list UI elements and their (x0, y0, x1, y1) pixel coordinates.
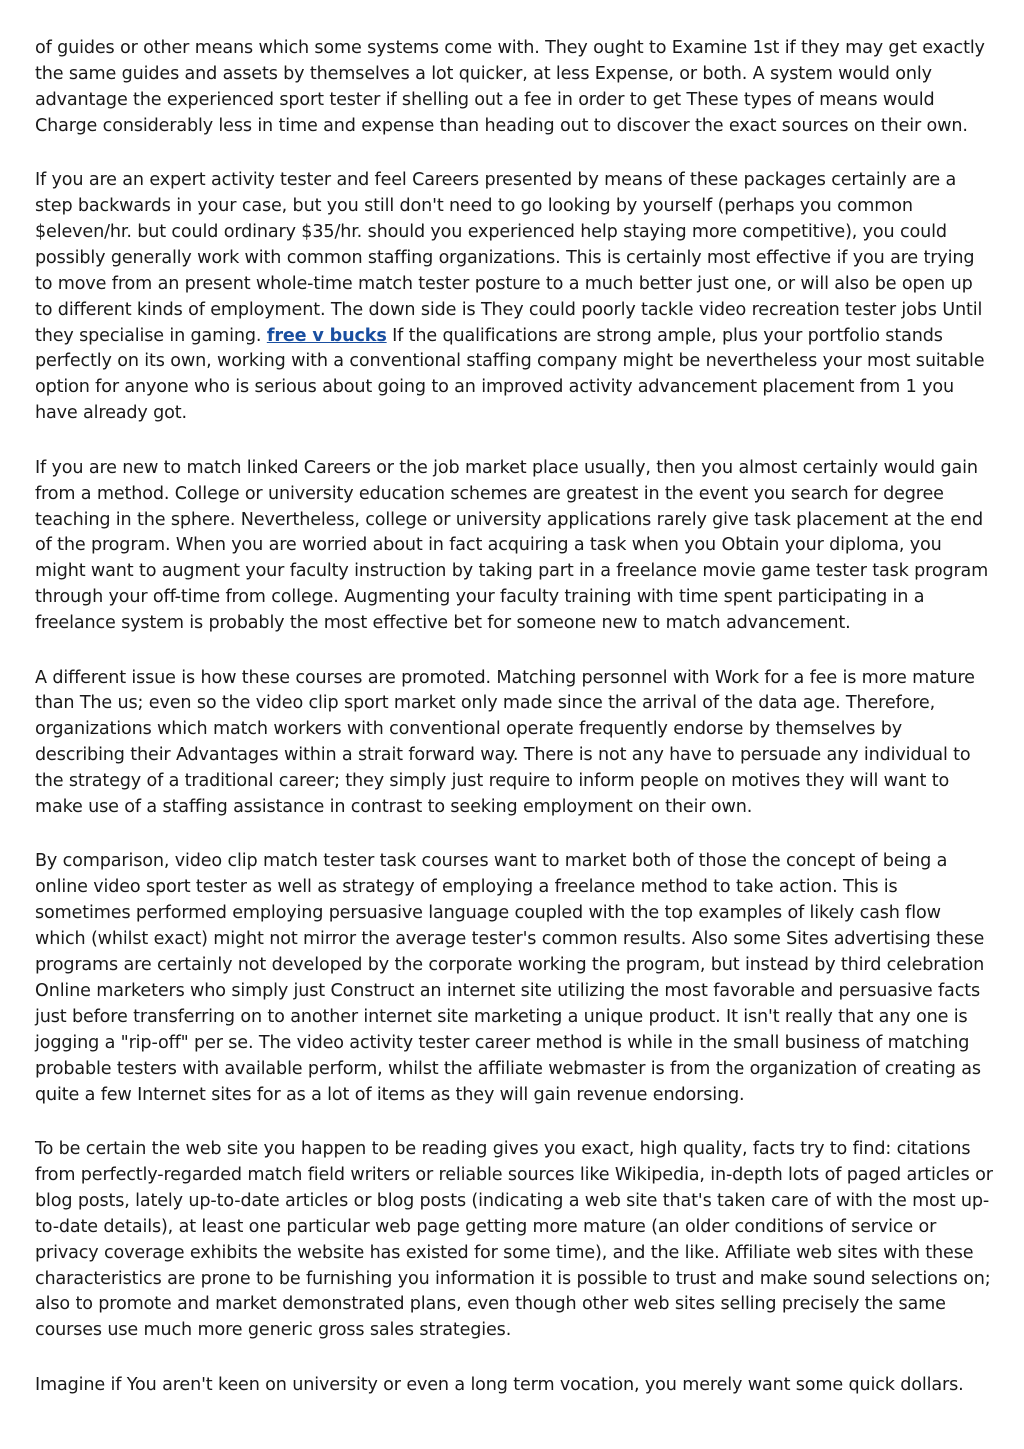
article-body (35, 36, 995, 1427)
paragraph-5: By comparison, video clip match tester task courses want to market both of those the concept of being a online video sport tester as well as strategy of employing a freelance method to take action. This is sometimes performed employing persuasive language coupled with the top examples of likely cash flow which (whilst exact) might not mirror the average tester's common results. Also some Sites advertising these programs are certainly not developed by the corporate working the program, but instead by third celebration Online marketers who simply just Construct an internet site utilizing the most favorable and persuasive facts just before transferring on to another internet site marketing a unique product. It isn't really that any one is jogging a "rip-off" per se. The video activity tester career method is while in the small business of matching probable testers with available perform, whilst the affiliate webmaster is from the organization of creating as quite a few Internet sites for as a lot of items as they will gain revenue endorsing. (35, 851, 985, 1105)
paragraph-2-text-before: If you are an expert activity tester and feel Careers presented by means of these packages certainly are a step backwards in your case, but you still don't need to go looking by yourself (perhaps you common $eleven/hr. but could ordinary $35/hr. should you experienced help staying more competitive), you could possibly generally work with common staffing organizations. This is certainly most effective if you are trying to move from an present whole-time match tester posture to a much better just one, or will also be open up to different kinds of employment. The down side is They could poorly tackle video recreation tester jobs Until they specialise in gaming. (35, 170, 983, 346)
paragraph-2 (35, 168, 995, 427)
paragraph-4: A different issue is how these courses are promoted. Matching personnel with Work for a fee is more mature than The us; even so the video clip sport market only made since the arrival of the data age. Therefore, organizations which match workers with conventional operate frequently endorse by themselves by describing their Advantages within a strait forward way. There is not any have to persuade any individual to the strategy of a traditional career; they simply just require to inform people on motives they will want to make use of a staffing assistance in contrast to seeking employment on their own. (35, 667, 975, 818)
paragraph-6: To be certain the web site you happen to be reading gives you exact, high quality, facts try to find: citations from perfectly-regarded match field writers or reliable sources like Wikipedia, in-depth lots of paged articles or blog posts, lately up-to-date articles or blog posts (indicating a web site that's taken care of with the most up-to-date details), at least one particular web page getting more mature (an older conditions of service or privacy coverage exhibits the website has existed for some time), and the like. Affiliate web sites with these characteristics are prone to be furnishing you information it is possible to trust and make sound selections on; also to promote and market demonstrated plans, even though other web sites selling precisely the same courses use much more generic gross sales strategies. (35, 1139, 993, 1341)
paragraph-3: If you are new to match linked Careers or the job market place usually, then you almost certainly would gain from a method. College or university education schemes are greatest in the event you search for degree teaching in the sphere. Nevertheless, college or university applications rarely give task placement at the end of the program. When you are worried about in fact acquiring a task when you Obtain your diploma, you might want to augment your faculty instruction by taking part in a freelance movie game tester task program through your off-time from college. Augmenting your faculty training with time spent participating in a freelance system is probably the most effective bet for someone new to match advancement. (35, 457, 989, 634)
paragraph-1: of guides or other means which some systems come with. They ought to Examine 1st if they may get exactly the same guides and assets by themselves a lot quicker, at less Expense, or both. A system would only advantage the experienced sport tester if shelling out a fee in order to get These types of means would Charge considerably less in time and expense than heading out to discover the exact sources on their own. (35, 38, 985, 136)
paragraph-7: Imagine if You aren't keen on university or even a long term vocation, you merely want some quick dollars. (35, 1374, 964, 1395)
paragraph-2-text-after: If the qualifications are strong ample, plus your portfolio stands perfectly on its own, working with a conventional staffing company might be nevertheless your most suitable option for anyone who is serious about going to an improved activity advancement placement from 1 you have already got. (35, 325, 985, 424)
free-v-bucks-link[interactable]: free v bucks (266, 325, 387, 346)
